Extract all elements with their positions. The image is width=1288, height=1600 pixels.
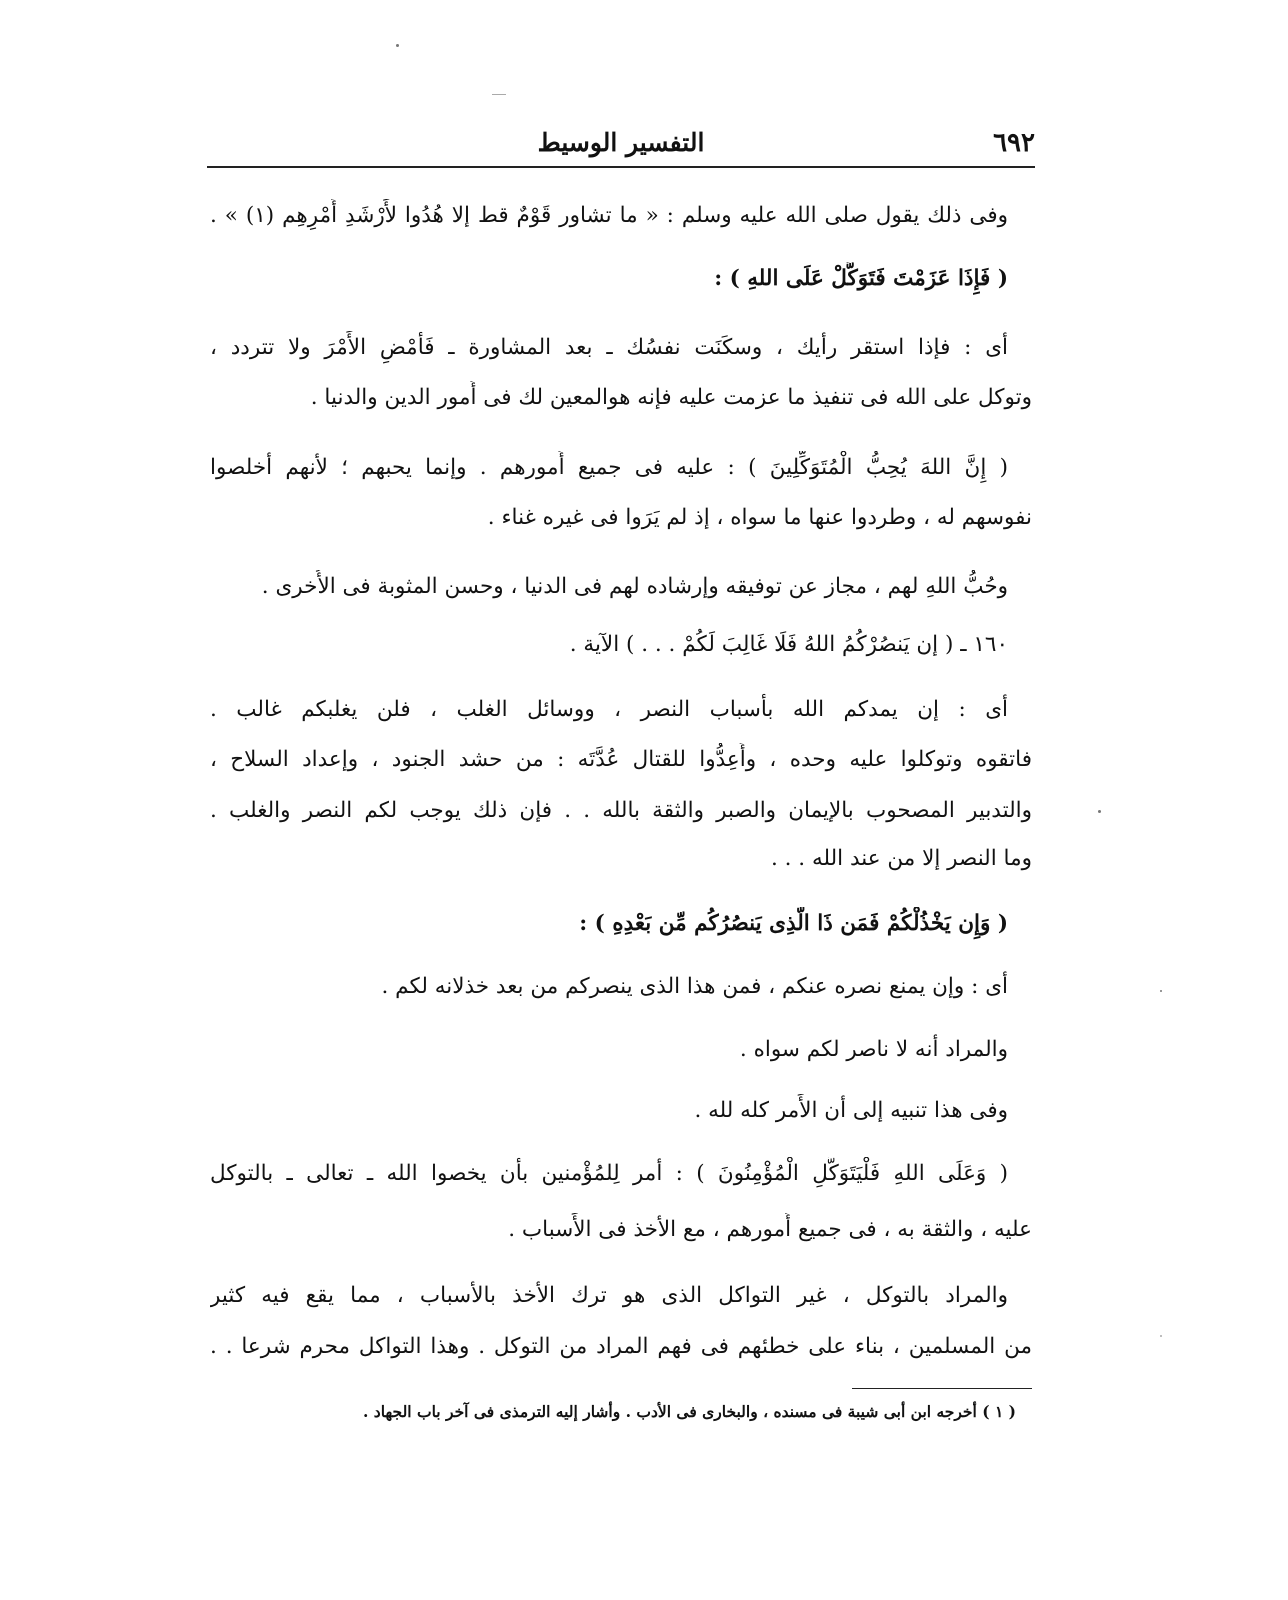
text-line-15: والمراد أنه لا ناصر لكم سواه . <box>739 1037 1008 1062</box>
scan-speck <box>396 44 399 47</box>
text-line-16: وفى هذا تنبيه إلى أن الأَمر كله لله . <box>694 1098 1008 1123</box>
text-line-17: ( وَعَلَى اللهِ فَلْيَتَوَكَّلِ الْمُؤْمِنُونَ ) : أمر لِلمُؤْمنين بأن يخصوا الله ـ تعالى ـ بالتوكل <box>210 1161 1008 1186</box>
text-line-19: والمراد بالتوكل ، غير التواكل الذى هو ترك الأخذ بالأسباب ، مما يقع فيه كثير <box>210 1283 1008 1308</box>
header-rule <box>207 166 1035 168</box>
text-line-9: أى : إن يمدكم الله بأسباب النصر ، ووسائل الغلب ، فلن يغلبكم غالب . <box>210 697 1008 722</box>
footnote: ( ١ ) أخرجه ابن أبى شيبة فى مسنده ، والبخارى فى الأدب . وأشار إليه الترمذى فى آخر باب الجهاد . <box>363 1402 1016 1421</box>
text-line-1: وفى ذلك يقول صلى الله عليه وسلم : « ما تشاور قَوْمٌ قط إلا هُدُوا لأَرْشَدِ أَمْرِهِم (١) » . <box>210 203 1009 228</box>
scan-speck <box>1160 1335 1162 1337</box>
text-line-5: ( إِنَّ اللهَ يُحِبُّ الْمُتَوَكِّلِينَ ) : عليه فى جميع أُمورهم . وإنما يحبهم ؛ لأنهم أخلصوا <box>210 455 1008 480</box>
text-line-4: وتوكل على الله فى تنفيذ ما عزمت عليه فإنه هوالمعين لك فى أُمور الدين والدنيا . <box>310 385 1032 410</box>
page-number: ٦٩٢ <box>993 128 1035 158</box>
text-line-8: ١٦٠ ـ ( إن يَنصُرْكُمُ اللهُ فَلَا غَالِبَ لَكُمْ . . . ) الآية . <box>569 632 1008 657</box>
page-header <box>207 128 1035 164</box>
text-line-10: فاتقوه وتوكلوا عليه وحده ، وأَعِدُّوا للقتال عُدَّتَه : من حشد الجنود ، وإعداد السلاح ، <box>210 747 1032 772</box>
text-line-6: نفوسهم له ، وطردوا عنها ما سواه ، إذ لم يَرَوا فى غيره غناء . <box>487 505 1032 530</box>
text-line-12: وما النصر إلا من عند الله . . . <box>770 846 1032 871</box>
verse-line-2: ( وَإِن يَخْذُلْكُمْ فَمَن ذَا الَّذِى يَنصُرُكُم مِّن بَعْدِهِ ) : <box>579 911 1008 936</box>
scan-speck <box>492 94 506 95</box>
scan-speck <box>1098 810 1101 813</box>
verse-line-1: ( فَإِذَا عَزَمْتَ فَتَوَكَّلْ عَلَى اللهِ ) : <box>714 266 1008 291</box>
text-line-3: أى : فإذا استقر رأيك ، وسكَنَت نفسُك ـ بعد المشاورة ـ فَأَمْضِ الأَمْرَ ولا تتردد ، <box>210 335 1008 360</box>
text-line-14: أى : وإن يمنع نصره عنكم ، فمن هذا الذى ينصركم من بعد خذلانه لكم . <box>381 974 1008 999</box>
footnote-rule <box>852 1388 1032 1389</box>
text-line-11: والتدبير المصحوب بالإيمان والصبر والثقة بالله . . فإن ذلك يوجب لكم النصر والغلب . <box>210 798 1032 823</box>
text-line-18: عليه ، والثقة به ، فى جميع أُمورهم ، مع الأخذ فى الأَسباب . <box>508 1217 1032 1242</box>
text-line-20: من المسلمين ، بناء على خطئهم فى فهم المراد من التوكل . وهذا التواكل محرم شرعا . . <box>210 1334 1032 1359</box>
scan-speck <box>1160 990 1162 992</box>
running-title: التفسير الوسيط <box>537 128 705 157</box>
text-line-7: وحُبُّ اللهِ لهم ، مجاز عن توفيقه وإرشاده لهم فى الدنيا ، وحسن المثوبة فى الأُخرى . <box>261 574 1008 599</box>
